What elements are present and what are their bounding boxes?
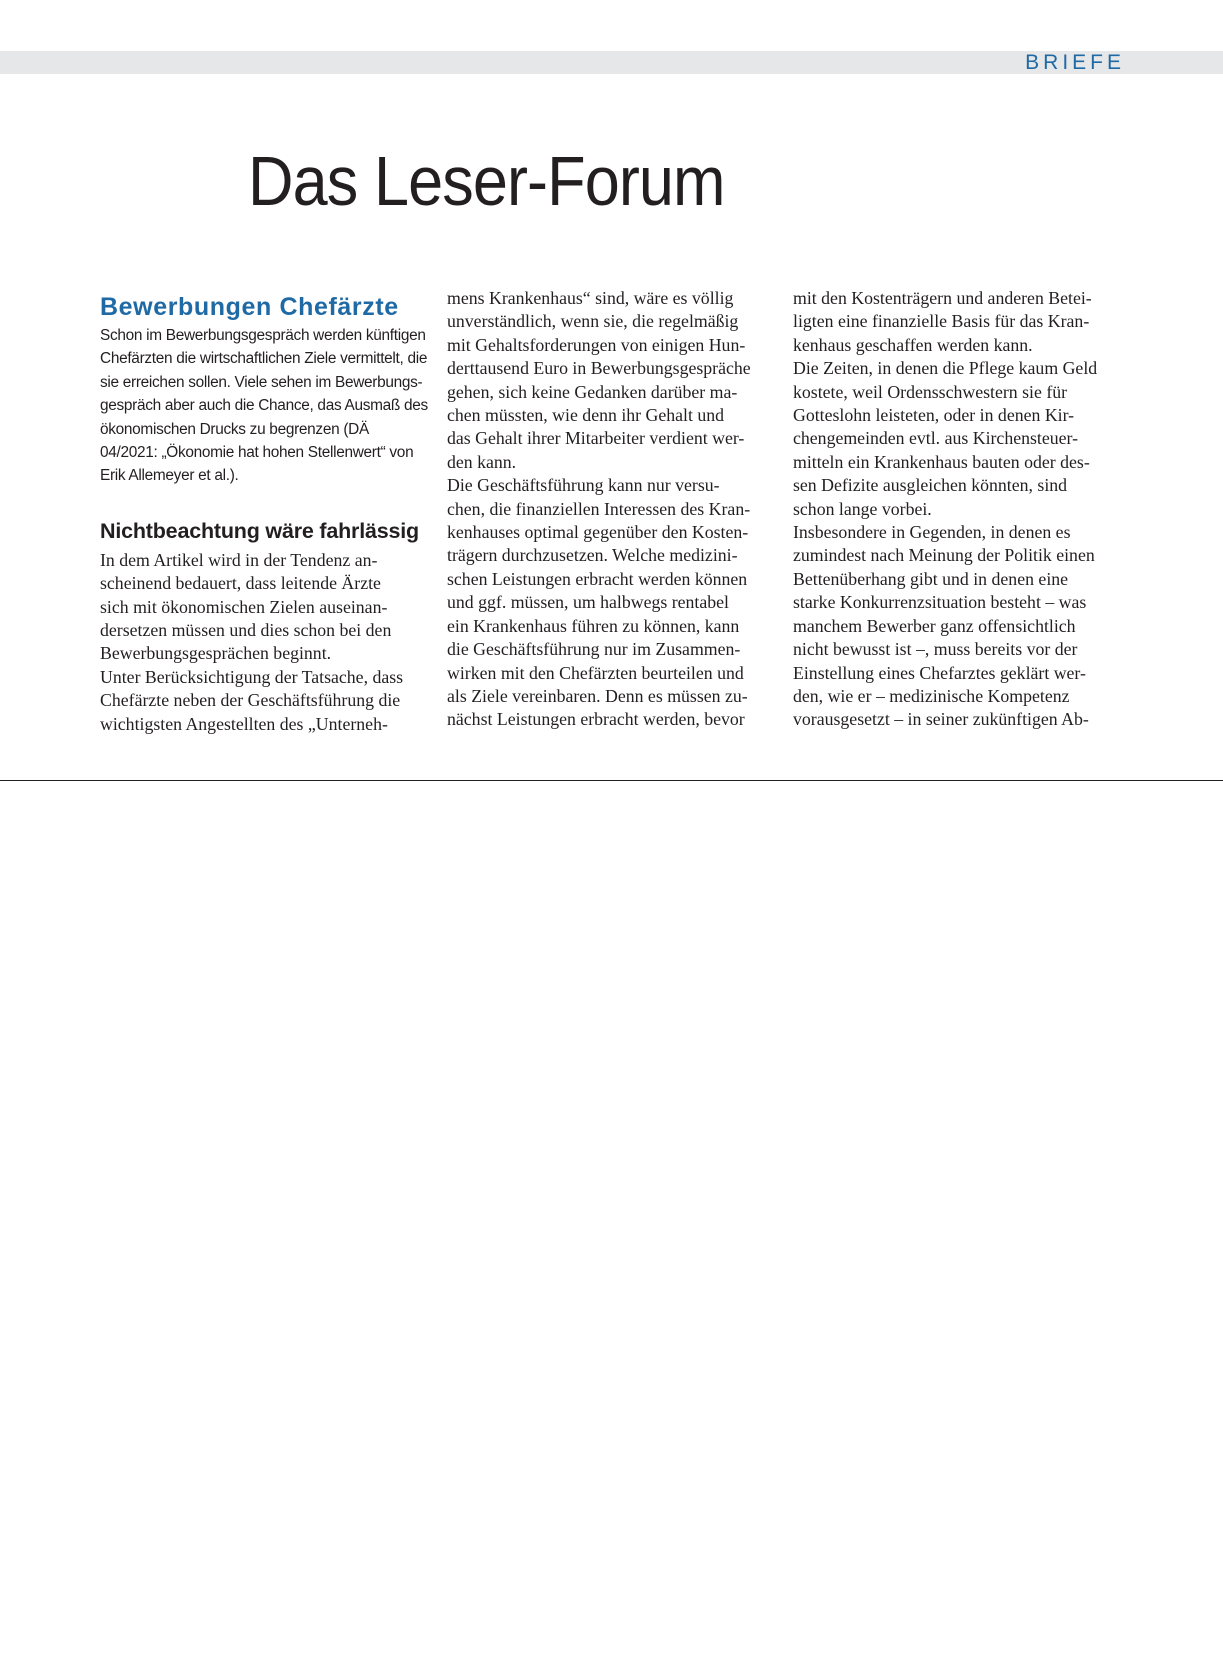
body-line: mitteln ein Krankenhaus bauten oder des- [793,451,1090,472]
intro-line: Erik Allemeyer et al.). [100,467,239,485]
body-line: schon lange vorbei. [793,498,932,519]
body-line: Chefärzte neben der Geschäftsführung die [100,690,401,711]
article-column-3 [793,287,1123,732]
body-line: Insbesondere in Gegenden, in denen es [793,522,1071,543]
body-line: gehen, sich keine Gedanken darüber ma- [447,381,738,402]
body-line: trägern durchzusetzen. Welche medizini- [447,545,738,566]
intro-line: ökonomischen Drucks zu begrenzen (DÄ [100,420,369,438]
body-line: Unter Berücksichtigung der Tatsache, dass [100,666,404,687]
body-line: Die Geschäftsführung kann nur versu- [447,475,720,496]
body-line: kenhaus geschaffen werden kann. [793,334,1033,355]
body-line: ligten eine finanzielle Basis für das Kran- [793,311,1090,332]
body-line: chen müssten, wie denn ihr Gehalt und [447,405,725,426]
intro-line: sie erreichen sollen. Viele sehen im Bewerbungs- [100,373,423,391]
body-line: wirken mit den Chefärzten beurteilen und [447,662,744,683]
body-line: mit den Kostenträgern und anderen Betei- [793,288,1092,308]
body-line: Bewerbungsgesprächen beginnt. [100,643,332,664]
body-line: sich mit ökonomischen Zielen auseinan- [100,596,388,617]
body-line: als Ziele vereinbaren. Denn es müssen zu- [447,685,748,706]
body-line: starke Konkurrenzsituation besteht – was [793,592,1087,613]
body-line: Gotteslohn leisteten, oder in denen Kir- [793,405,1075,426]
body-line: kenhauses optimal gegenüber den Kosten- [447,522,749,543]
body-line: derttausend Euro in Bewerbungsgespräche [447,358,751,379]
body-line: manchem Bewerber ganz offensichtlich [793,615,1076,636]
body-line: sen Defizite ausgleichen könnten, sind [793,475,1068,496]
body-line: vorausgesetzt – in seiner zukünftigen Ab- [793,709,1089,730]
section-label: BRIEFE [1025,51,1125,74]
body-line: und ggf. müssen, um halbwegs rentabel [447,592,729,613]
intro-line: 04/2021: „Ökonomie hat hohen Stellenwert“ von [100,444,414,462]
body-line: den kann. [447,451,517,472]
body-line: kostete, weil Ordensschwestern sie für [793,381,1068,402]
body-line: zumindest nach Meinung der Politik einen [793,545,1095,566]
body-line: Einstellung eines Chefarztes geklärt wer- [793,662,1086,683]
page-title: Das Leser-Forum [248,142,725,220]
body-line: scheinend bedauert, dass leitende Ärzte [100,573,381,594]
body-line: schen Leistungen erbracht werden können [447,568,748,589]
intro-line: gespräch aber auch die Chance, das Ausmaß des [100,397,428,415]
body-line: nächst Leistungen erbracht werden, bevor [447,709,745,730]
body-line: Bettenüberhang gibt und in denen eine [793,568,1069,589]
body-line: mit Gehaltsforderungen von einigen Hun- [447,334,746,355]
section-divider [0,780,1223,781]
letter-intro [100,324,430,488]
body-line: dersetzen müssen und dies schon bei den [100,620,392,641]
letter-body-part-1 [100,549,430,736]
intro-line: Chefärzten die wirtschaftlichen Ziele vermittelt, die [100,350,428,368]
body-line: In dem Artikel wird in der Tendenz an- [100,549,378,570]
body-line: den, wie er – medizinische Kompetenz [793,685,1070,706]
body-line: unverständlich, wenn sie, die regelmäßig [447,311,739,332]
body-line: chen, die finanziellen Interessen des Kran- [447,498,751,519]
body-line: wichtigsten Angestellten des „Unterneh- [100,713,388,734]
body-line: das Gehalt ihrer Mitarbeiter verdient wer- [447,428,745,449]
body-line: chengemeinden evtl. aus Kirchensteuer- [793,428,1079,449]
article-column-1 [100,292,430,736]
letter-heading: Bewerbungen Chefärzte [100,293,399,321]
body-line: die Geschäftsführung nur im Zusammen- [447,639,741,660]
article-column-2 [447,287,777,732]
intro-line: Schon im Bewerbungsgespräch werden künftigen [100,327,426,344]
body-line: ein Krankenhaus führen zu können, kann [447,615,740,636]
letter-subheading: Nichtbeachtung wäre fahrlässig [100,518,419,543]
body-line: mens Krankenhaus“ sind, wäre es völlig [447,288,734,308]
body-line: nicht bewusst ist –, muss bereits vor der [793,639,1078,660]
body-line: Die Zeiten, in denen die Pflege kaum Geld [793,358,1098,379]
